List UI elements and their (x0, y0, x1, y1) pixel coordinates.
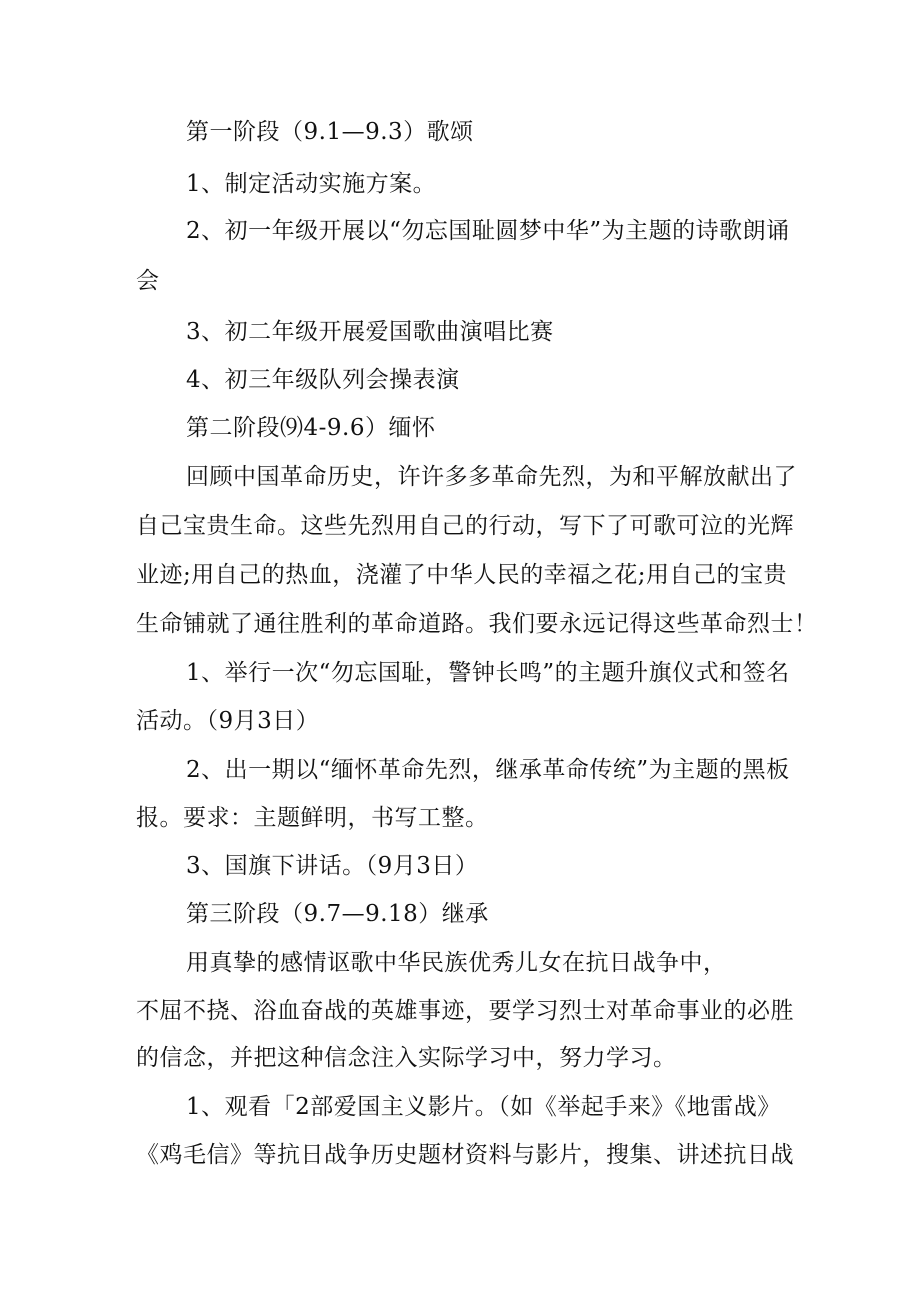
stage-two-item-1-cont: 活动。（9月3日） (136, 708, 320, 734)
stage-two-paragraph-line-4: 生命铺就了通往胜利的革命道路。我们要永远记得这些革命烈士！ (136, 611, 818, 637)
stage-two-item-3: 3、国旗下讲话。（9月3日） (186, 853, 479, 879)
stage-one-item-2: 2、初一年级开展以“勿忘国耻圆梦中华”为主题的诗歌朗诵 (186, 218, 790, 244)
stage-two-item-2-cont: 报。要求：主题鲜明，书写工整。 (136, 805, 489, 831)
stage-three-paragraph-line-1: 用真挚的感情讴歌中华民族优秀儿女在抗日战争中， (186, 950, 727, 976)
stage-one-item-3: 3、初二年级开展爱国歌曲演唱比赛 (186, 319, 554, 345)
stage-three-item-1: 1、观看「2部爱国主义影片。（如《举起手来》《地雷战》 (186, 1094, 781, 1120)
stage-one-item-4: 4、初三年级队列会操表演 (186, 367, 460, 393)
stage-one-item-2-cont: 会 (136, 268, 160, 294)
stage-three-item-1-cont: 《鸡毛信》等抗日战争历史题材资料与影片，搜集、讲述抗日战 (136, 1142, 794, 1168)
stage-two-paragraph-line-1: 回顾中国革命历史，许许多多革命先烈，为和平解放献出了 (186, 464, 797, 490)
stage-two-item-1: 1、举行一次“勿忘国耻，警钟长鸣”的主题升旗仪式和签名 (186, 660, 790, 686)
stage-three-paragraph-line-2: 不屈不挠、浴血奋战的英雄事迹，要学习烈士对革命事业的必胜 (136, 998, 794, 1024)
stage-three-heading: 第三阶段（9.7—9.18）继承 (186, 901, 489, 927)
stage-three-paragraph-line-3: 的信念，并把这种信念注入实际学习中，努力学习。 (136, 1045, 677, 1071)
stage-two-paragraph-line-3: 业迹;用自己的热血，浇灌了中华人民的幸福之花;用自己的宝贵 (136, 562, 787, 588)
stage-one-item-1: 1、制定活动实施方案。 (186, 171, 437, 197)
stage-two-item-2: 2、出一期以“缅怀革命先烈，继承革命传统”为主题的黑板 (186, 757, 790, 783)
stage-two-heading: 第二阶段⑼4-9.6）缅怀 (186, 415, 436, 441)
stage-one-heading: 第一阶段（9.1—9.3）歌颂 (186, 119, 474, 145)
stage-two-paragraph-line-2: 自己宝贵生命。这些先烈用自己的行动，写下了可歌可泣的光辉 (136, 513, 794, 539)
